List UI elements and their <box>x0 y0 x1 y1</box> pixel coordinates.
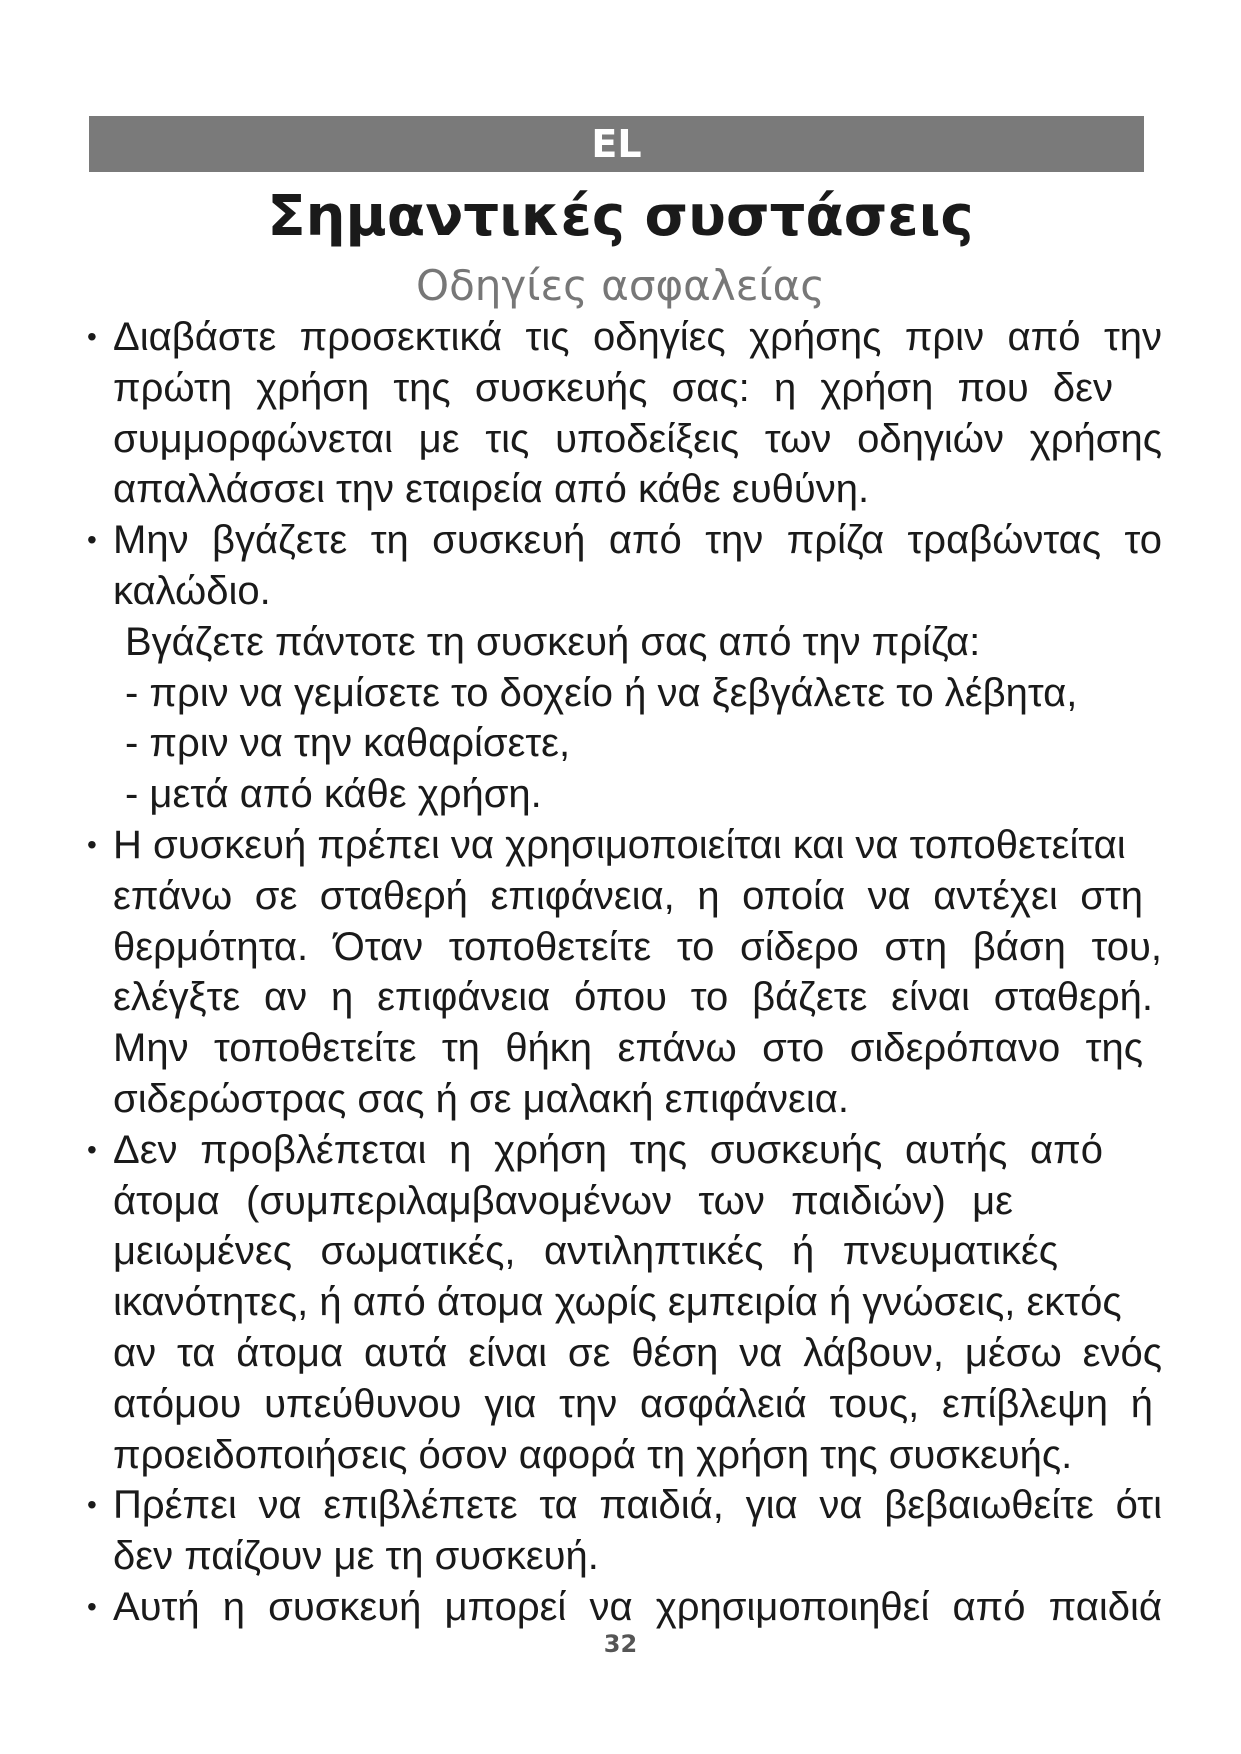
text-line: - πριν να γεμίσετε το δοχείο ή να ξεβγάλετε το λέβητα, <box>125 670 1078 715</box>
text-line: Μην τοποθετείτε τη θήκη επάνω στο σιδερόπανο της <box>113 1026 1143 1071</box>
bullet-dot: • <box>87 1590 97 1622</box>
text-line: μειωμένες σωματικές, αντιληπτικές ή πνευματικές <box>113 1229 1058 1274</box>
text-line: προειδοποιήσεις όσον αφορά τη χρήση της συσκευής. <box>113 1432 1073 1477</box>
bullet-dot: • <box>87 828 97 860</box>
bullet-item-children-use <box>87 1582 1162 1633</box>
text-line: Δεν προβλέπεται η χρήση της συσκευής αυτής από <box>113 1127 1103 1172</box>
bullet-dot: • <box>87 1489 97 1521</box>
text-line: Η συσκευή πρέπει να χρησιμοποιείται και να τοποθετείται <box>113 822 1126 867</box>
text-line: αν τα άτομα αυτά είναι σε θέση να λάβουν, μέσω ενός <box>113 1330 1162 1375</box>
text-line: απαλλάσσει την εταιρεία από κάθε ευθύνη. <box>113 467 870 512</box>
language-bar <box>89 116 1144 172</box>
bullet-item-read-instructions <box>87 312 1162 515</box>
text-line: θερμότητα. Όταν τοποθετείτε το σίδερο στη βάση του, <box>113 924 1162 969</box>
bullet-item-supervise-children <box>87 1480 1162 1582</box>
text-line: δεν παίζουν με τη συσκευή. <box>113 1534 599 1579</box>
text-line: σιδερώστρας σας ή σε μαλακή επιφάνεια. <box>113 1076 849 1121</box>
text-line: Διαβάστε προσεκτικά τις οδηγίες χρήσης πριν από την <box>113 315 1162 359</box>
page-number: 32 <box>603 1630 638 1658</box>
language-code: EL <box>591 122 642 166</box>
bullet-item-unplug <box>87 515 1162 820</box>
text-line: άτομα (συμπεριλαμβανομένων των παιδιών) με <box>113 1178 1013 1223</box>
text-line: ατόμου υπεύθυνου για την ασφάλειά τους, επίβλεψη ή <box>113 1381 1153 1426</box>
bullet-item-stable-surface <box>87 820 1162 1125</box>
bullet-dot: • <box>87 524 97 556</box>
text-line: Βγάζετε πάντοτε τη συσκευή σας από την πρίζα: <box>125 619 981 664</box>
bullet-item-reduced-capabilities <box>87 1125 1162 1481</box>
text-line: - μετά από κάθε χρήση. <box>125 772 542 817</box>
text-line: πρώτη χρήση της συσκευής σας: η χρήση που δεν <box>113 365 1113 410</box>
text-line: συμμορφώνεται με τις υποδείξεις των οδηγιών χρήσης <box>113 416 1162 461</box>
text-line: ικανότητες, ή από άτομα χωρίς εμπειρία ή γνώσεις, εκτός <box>113 1280 1122 1325</box>
text-line: Αυτή η συσκευή μπορεί να χρησιμοποιηθεί από παιδιά <box>113 1584 1162 1629</box>
bullet-dot: • <box>87 1133 97 1165</box>
bullet-dot: • <box>87 321 97 352</box>
safety-instructions <box>87 312 1162 1633</box>
text-line: επάνω σε σταθερή επιφάνεια, η οποία να αντέχει στη <box>113 873 1143 918</box>
text-line: ελέγξτε αν η επιφάνεια όπου το βάζετε είναι σταθερή. <box>113 975 1153 1020</box>
text-line: Πρέπει να επιβλέπετε τα παιδιά, για να βεβαιωθείτε ότι <box>113 1483 1162 1528</box>
page-title: Σημαντικές συστάσεις <box>267 184 974 249</box>
text-line: - πριν να την καθαρίσετε, <box>125 721 571 766</box>
text-line: καλώδιο. <box>113 568 271 613</box>
section-subtitle: Οδηγίες ασφαλείας <box>416 261 825 310</box>
text-line: Μην βγάζετε τη συσκευή από την πρίζα τραβώντας το <box>113 518 1162 563</box>
